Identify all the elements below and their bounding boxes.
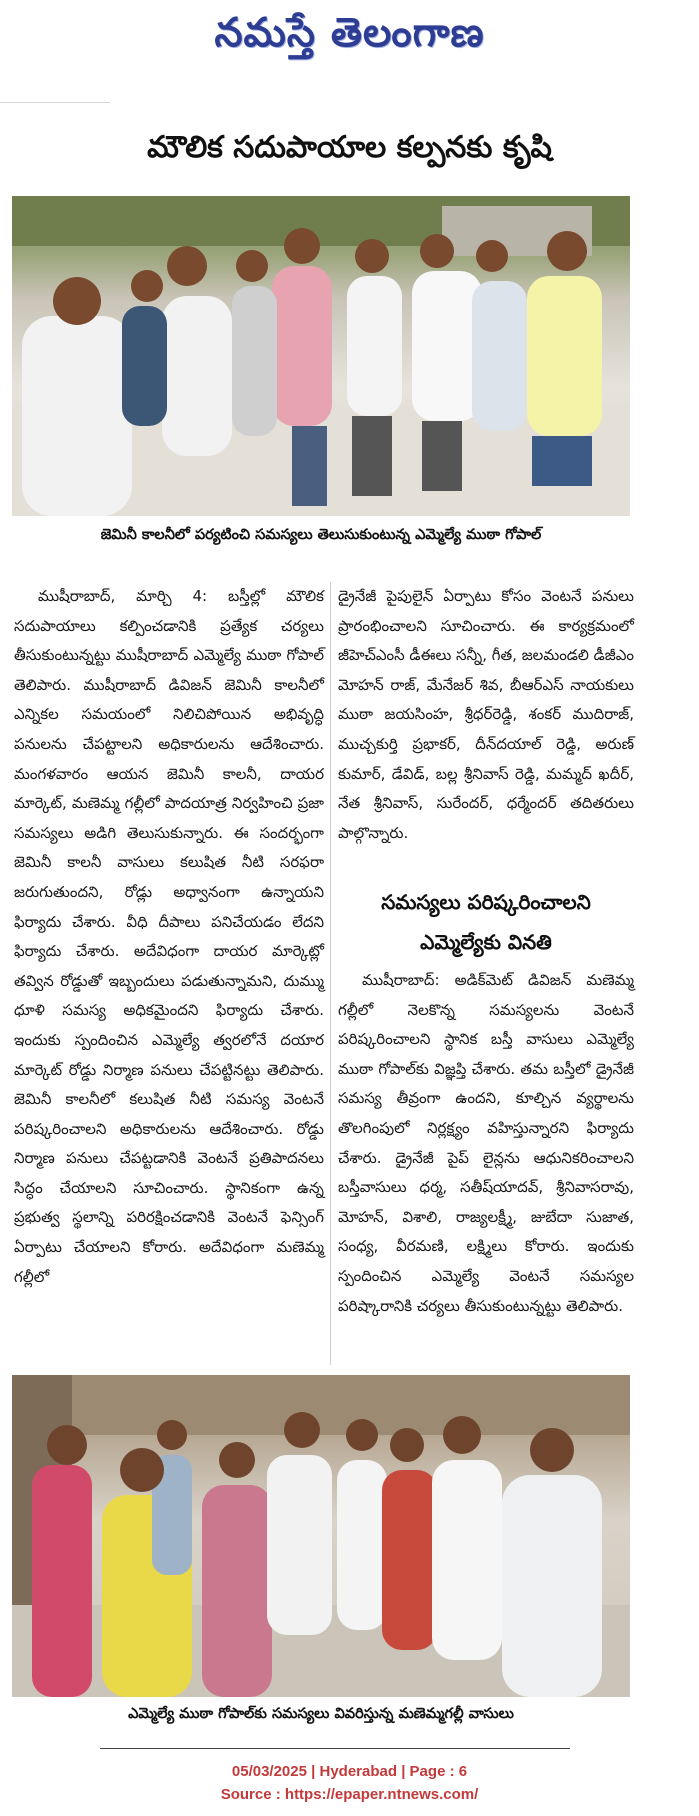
body-paragraph: ముషీరాబాద్: అడిక్‌మెట్ డివిజన్ మణెమ్మ గల్లీలో నెలకొన్న సమస్యలను వెంటనే పరిష్కరించాలని స్థానిక బస్తీ వాసులు ఎమ్మెల్యే ముఠా గోపాల్‌కు విజ్ఞప్తి చేశారు. తమ బస్తీలో డ్రైనేజీ సమస్య తీవ్రంగా ఉందని, కూల్చిన వ్యర్థాలను తొలగింపులో నిర్లక్ష్యం వహిస్తున్నారని ఫిర్యాదు చేశారు. డ్రైనేజీ పైప్ లైన్లను ఆధునికరించాలని బస్తీవాసులు ధర్మ, సతీష్‌యాదవ్, శ్రీనివాసరావు, మోహన్, విశాలి, రాజ్యలక్ష్మీ, జుబేదా సుజాత, సంధ్య, వీరమణి, లక్ష్మిలు కోరారు. ఇందుకు స్పందించిన ఎమ్మెల్యే వెంటనే సమస్యల పరిష్కారానికి చర్యలు తీసుకుంటున్నట్టు తెలిపారు. — [338, 971, 634, 1315]
article-subheadline: సమస్యలు పరిష్కరించాలని ఎమ్మెల్యేకు వినతి — [381, 890, 591, 954]
footer-source-link[interactable]: Source : https://epaper.ntnews.com/ — [220, 1786, 479, 1803]
article-headline: మౌలిక సదుపాయాల కల్పనకు కృషి — [147, 130, 552, 165]
masthead — [0, 0, 699, 80]
article-body-right-column — [338, 582, 634, 848]
footer-divider — [100, 1748, 570, 1749]
photo1-caption: జెమినీ కాలనీలో పర్యటించి సమస్యలు తెలుసుకుంటున్న ఎమ్మెల్యే ముఠా గోపాల్ — [100, 527, 542, 543]
photo2-caption: ఎమ్మెల్యే ముఠా గోపాల్‌కు సమస్యలు వివరిస్తున్న మణెమ్మగల్లీ వాసులు — [128, 1706, 514, 1722]
body-paragraph: డ్రైనేజీ పైపులైన్ ఏర్పాటు కోసం వెంటనే పనులు ప్రారంభించాలని సూచించారు. ఈ కార్యక్రమంలో జీహెచ్ఎంసీ డీఈలు సన్నీ, గీత, జలమండలి డీజీఎం మోహన్ రాజ్, మేనేజర్ శివ, బీఆర్ఎస్ నాయకులు ముఠా జయసింహ, శ్రీధర్‌రెడ్డి, శంకర్ ముదిరాజ్, ముచ్చకుర్తి ప్రభాకర్, దీన్‌దయాల్ రెడ్డి, అరుణ్ కుమార్, డేవిడ్, బల్ల శ్రీనివాస్ రెడ్డి, మమ్మద్ ఖదీర్, నేత శ్రీనివాస్, సురేందర్, ధర్మేందర్ తదితరులు పాల్గొన్నారు. — [338, 587, 634, 842]
column-divider — [330, 582, 331, 1365]
photo-illustration — [12, 196, 630, 516]
masthead-divider — [0, 102, 110, 103]
masthead-logo: నమస్తే తెలంగాణ — [214, 10, 485, 56]
article-photo-manemma-galli — [12, 1375, 630, 1697]
body-paragraph: ముషీరాబాద్, మార్చి 4: బస్తీల్లో మౌలిక సదుపాయాలు కల్పించడానికి ప్రత్యేక చర్యలు తీసుకుంటున్నట్టు ముషీరాబాద్ ఎమ్మెల్యే ముఠా గోపాల్ తెలిపారు. ముషీరాబాద్ డివిజన్ జెమినీ కాలనీలో ఎన్నికల సమయంలో నిలిచిపోయిన అభివృద్ధి పనులను చేపట్టాలని అధికారులను ఆదేశించారు. మంగళవారం ఆయన జెమినీ కాలనీ, దాయర మార్కెట్, మణెమ్మ గల్లీలో పాదయాత్ర నిర్వహించి ప్రజా సమస్యలు అడిగి తెలుసుకున్నారు. ఈ సందర్భంగా జెమినీ కాలనీ వాసులు కలుషిత నీటి సరఫరా జరుగుతుందని, రోడ్లు అధ్వానంగా ఉన్నాయని ఫిర్యాదు చేశారు. వీధి దీపాలు పనిచేయడం లేదని ఫిర్యాదు చేశారు. అదేవిధంగా దాయర మార్కెట్లో తవ్విన రోడ్డుతో ఇబ్బందులు పడుతున్నామని, దుమ్ము ధూళి సమస్య అధికమైందని ఫిర్యాదు చేశారు. ఇందుకు స్పందించిన ఎమ్మెల్యే త్వరలోనే దయార మార్కెట్ రోడ్డు నిర్మాణ పనులు చేపట్టినట్టు తెలిపారు. జెమినీ కాలనీలో కలుషిత నీటి సమస్య వెంటనే పరిష్కరించాలని అధికారులను ఆదేశించారు. రోడ్డు నిర్మాణ పనులు చేపట్టడానికి వెంటనే ప్రతిపాదనలు సిద్ధం చేయాలని సూచించారు. స్థానికంగా ఉన్న ప్రభుత్వ స్థలాన్ని పరిరక్షించడానికి వెంటనే ఫెన్సింగ్ ఏర్పాటు చేయాలని కోరారు. అదేవిధంగా మణెమ్మ గల్లీలో — [14, 587, 324, 1286]
footer-date-edition: 05/03/2025 | Hyderabad | Page : 6 — [231, 1763, 468, 1780]
article-body-right-column-secondary — [338, 966, 634, 1321]
photo-illustration — [12, 1375, 630, 1697]
article-photo-jemini-colony — [12, 196, 630, 516]
article-body-left-column — [14, 582, 324, 1292]
